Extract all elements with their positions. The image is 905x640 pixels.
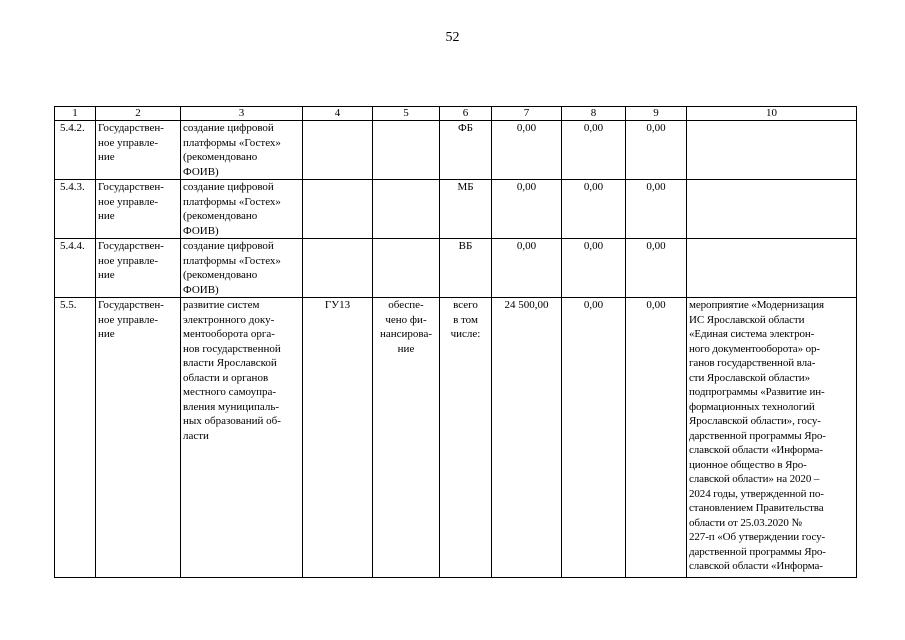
funding-source-cell-line: числе: xyxy=(450,328,481,340)
executor-cell xyxy=(303,121,373,180)
activity-cell-line: ФОИВ) xyxy=(183,283,219,296)
amount-col8-cell-text: 0,00 xyxy=(583,299,604,311)
area-cell xyxy=(96,239,181,298)
activity-cell-line: платформы «Гостех» xyxy=(183,136,281,149)
activity-cell-line: платформы «Гостех» xyxy=(183,195,281,208)
row-number-cell-text: 5.5. xyxy=(60,299,77,311)
status-cell-line: нансирова- xyxy=(379,328,433,340)
column-header: 3 xyxy=(181,107,303,121)
funding-source-cell-line: в том xyxy=(453,313,478,326)
area-cell-line: ние xyxy=(98,269,115,281)
note-cell-line: 2024 годы, утвержденной по- xyxy=(689,487,824,500)
status-cell-line: чено фи- xyxy=(385,313,427,326)
activity-cell-line: области и органов xyxy=(183,371,269,384)
note-cell-line: славской области» на 2020 – xyxy=(689,473,820,485)
row-number-cell-text: 5.4.3. xyxy=(60,181,85,193)
amount-col9-cell xyxy=(626,180,687,239)
note-cell-line: дарственной программы Яро- xyxy=(689,545,826,558)
funding-source-cell-line: всего xyxy=(453,299,478,311)
activity-cell xyxy=(181,121,303,180)
row-number-cell xyxy=(55,298,96,578)
column-header: 9 xyxy=(626,107,687,121)
note-cell-line: становлением Правительства xyxy=(689,502,824,514)
activity-cell-line: нов государственной xyxy=(183,342,281,355)
amount-col7-cell xyxy=(492,239,562,298)
amount-col8-cell-text: 0,00 xyxy=(583,240,604,252)
amount-col9-cell-text: 0,00 xyxy=(646,181,666,193)
note-cell-line: сти Ярославской области» xyxy=(689,371,810,384)
column-number-row xyxy=(55,107,857,121)
activity-cell-line: вления муниципаль- xyxy=(183,400,280,413)
status-cell xyxy=(373,298,440,578)
table-row xyxy=(55,121,857,180)
activity-cell-line: развитие систем xyxy=(183,299,260,311)
status-cell xyxy=(373,180,440,239)
amount-col8-cell xyxy=(562,298,626,578)
activity-cell-line: платформы «Гостех» xyxy=(183,254,281,267)
area-cell-line: ние xyxy=(98,210,115,222)
funding-source-cell-line: ВБ xyxy=(458,240,473,252)
activity-cell-line: ных образований об- xyxy=(183,415,281,427)
column-header: 1 xyxy=(55,107,96,121)
table-row xyxy=(55,239,857,298)
note-cell-line: 227-п «Об утверждении госу- xyxy=(689,531,826,543)
activity-cell-line: (рекомендовано xyxy=(183,210,258,222)
executor-cell xyxy=(303,239,373,298)
executor-cell xyxy=(303,180,373,239)
row-number-cell-text: 5.4.2. xyxy=(60,122,85,134)
plan-table xyxy=(54,106,857,578)
note-cell-line: Ярославской области», госу- xyxy=(689,415,821,427)
area-cell-line: Государствен- xyxy=(98,181,164,193)
amount-col9-cell-text: 0,00 xyxy=(646,240,666,252)
activity-cell-line: власти Ярославской xyxy=(183,357,277,369)
column-header: 4 xyxy=(303,107,373,121)
status-cell xyxy=(373,121,440,180)
executor-cell xyxy=(303,298,373,578)
activity-cell-line: ФОИВ) xyxy=(183,165,219,178)
amount-col7-cell-text: 0,00 xyxy=(516,240,537,252)
status-cell-line: ние xyxy=(397,342,415,355)
activity-cell xyxy=(181,180,303,239)
funding-source-cell xyxy=(440,239,492,298)
amount-col8-cell-text: 0,00 xyxy=(583,181,604,193)
activity-cell-line: создание цифровой xyxy=(183,122,274,134)
area-cell-line: ное управле- xyxy=(98,195,159,208)
column-header: 2 xyxy=(96,107,181,121)
row-number-cell-text: 5.4.4. xyxy=(60,240,85,252)
activity-cell xyxy=(181,298,303,578)
row-number-cell xyxy=(55,180,96,239)
amount-col7-cell xyxy=(492,298,562,578)
note-cell-line: славской области «Информа- xyxy=(689,444,823,456)
note-cell-line: формационных технологий xyxy=(689,400,815,413)
amount-col8-cell xyxy=(562,121,626,180)
funding-source-cell-line: МБ xyxy=(457,181,474,193)
area-cell-line: ние xyxy=(98,151,115,163)
area-cell xyxy=(96,298,181,578)
activity-cell xyxy=(181,239,303,298)
area-cell-line: Государствен- xyxy=(98,122,164,134)
activity-cell-line: (рекомендовано xyxy=(183,151,258,163)
activity-cell-line: электронного доку- xyxy=(183,313,275,326)
activity-cell-line: местного самоупра- xyxy=(183,386,277,398)
note-cell-line: ганов государственной вла- xyxy=(689,357,816,369)
note-cell-line: дарственной программы Яро- xyxy=(689,429,826,442)
status-cell xyxy=(373,239,440,298)
activity-cell-line: (рекомендовано xyxy=(183,269,258,281)
column-header: 8 xyxy=(562,107,626,121)
funding-source-cell xyxy=(440,298,492,578)
activity-cell-line: создание цифровой xyxy=(183,181,274,193)
executor-cell-line: ГУ13 xyxy=(324,299,351,311)
area-cell xyxy=(96,180,181,239)
amount-col7-cell-text: 0,00 xyxy=(516,181,537,193)
amount-col7-cell-text: 0,00 xyxy=(516,122,537,134)
status-cell-line: обеспе- xyxy=(388,299,424,311)
note-cell xyxy=(687,121,857,180)
amount-col8-cell xyxy=(562,239,626,298)
funding-source-cell-line: ФБ xyxy=(457,122,473,134)
area-cell-line: ное управле- xyxy=(98,313,159,326)
note-cell-line: мероприятие «Модернизация xyxy=(689,299,825,311)
note-cell-line: области от 25.03.2020 № xyxy=(689,516,802,529)
table-row xyxy=(55,298,857,578)
note-cell-line: «Единая система электрон- xyxy=(689,328,815,340)
note-cell-line: ного документооборота» ор- xyxy=(689,342,820,355)
amount-col7-cell xyxy=(492,180,562,239)
note-cell xyxy=(687,298,857,578)
column-header: 5 xyxy=(373,107,440,121)
row-number-cell xyxy=(55,239,96,298)
amount-col9-cell xyxy=(626,121,687,180)
amount-col9-cell-text: 0,00 xyxy=(646,299,666,311)
activity-cell-line: ментооборота орга- xyxy=(183,328,275,340)
funding-source-cell xyxy=(440,121,492,180)
row-number-cell xyxy=(55,121,96,180)
note-cell-line: подпрограммы «Развитие ин- xyxy=(689,386,825,398)
area-cell xyxy=(96,121,181,180)
area-cell-line: ное управле- xyxy=(98,254,159,267)
area-cell-line: ное управле- xyxy=(98,136,159,149)
activity-cell-line: ласти xyxy=(183,429,209,442)
area-cell-line: ние xyxy=(98,328,115,340)
amount-col7-cell-text: 24 500,00 xyxy=(504,299,549,311)
activity-cell-line: ФОИВ) xyxy=(183,224,219,237)
note-cell xyxy=(687,239,857,298)
amount-col9-cell-text: 0,00 xyxy=(646,122,666,134)
amount-col7-cell xyxy=(492,121,562,180)
amount-col8-cell-text: 0,00 xyxy=(583,122,604,134)
area-cell-line: Государствен- xyxy=(98,240,164,252)
column-header: 10 xyxy=(687,107,857,121)
column-header: 7 xyxy=(492,107,562,121)
funding-source-cell xyxy=(440,180,492,239)
column-header: 6 xyxy=(440,107,492,121)
amount-col8-cell xyxy=(562,180,626,239)
table-row xyxy=(55,180,857,239)
note-cell-line: славской области «Информа- xyxy=(689,560,823,572)
activity-cell-line: создание цифровой xyxy=(183,240,274,252)
page-number: 52 xyxy=(445,30,460,45)
note-cell xyxy=(687,180,857,239)
area-cell-line: Государствен- xyxy=(98,299,164,311)
note-cell-line: ИС Ярославской области xyxy=(689,313,805,326)
note-cell-line: ционное общество в Яро- xyxy=(689,458,807,471)
amount-col9-cell xyxy=(626,239,687,298)
amount-col9-cell xyxy=(626,298,687,578)
